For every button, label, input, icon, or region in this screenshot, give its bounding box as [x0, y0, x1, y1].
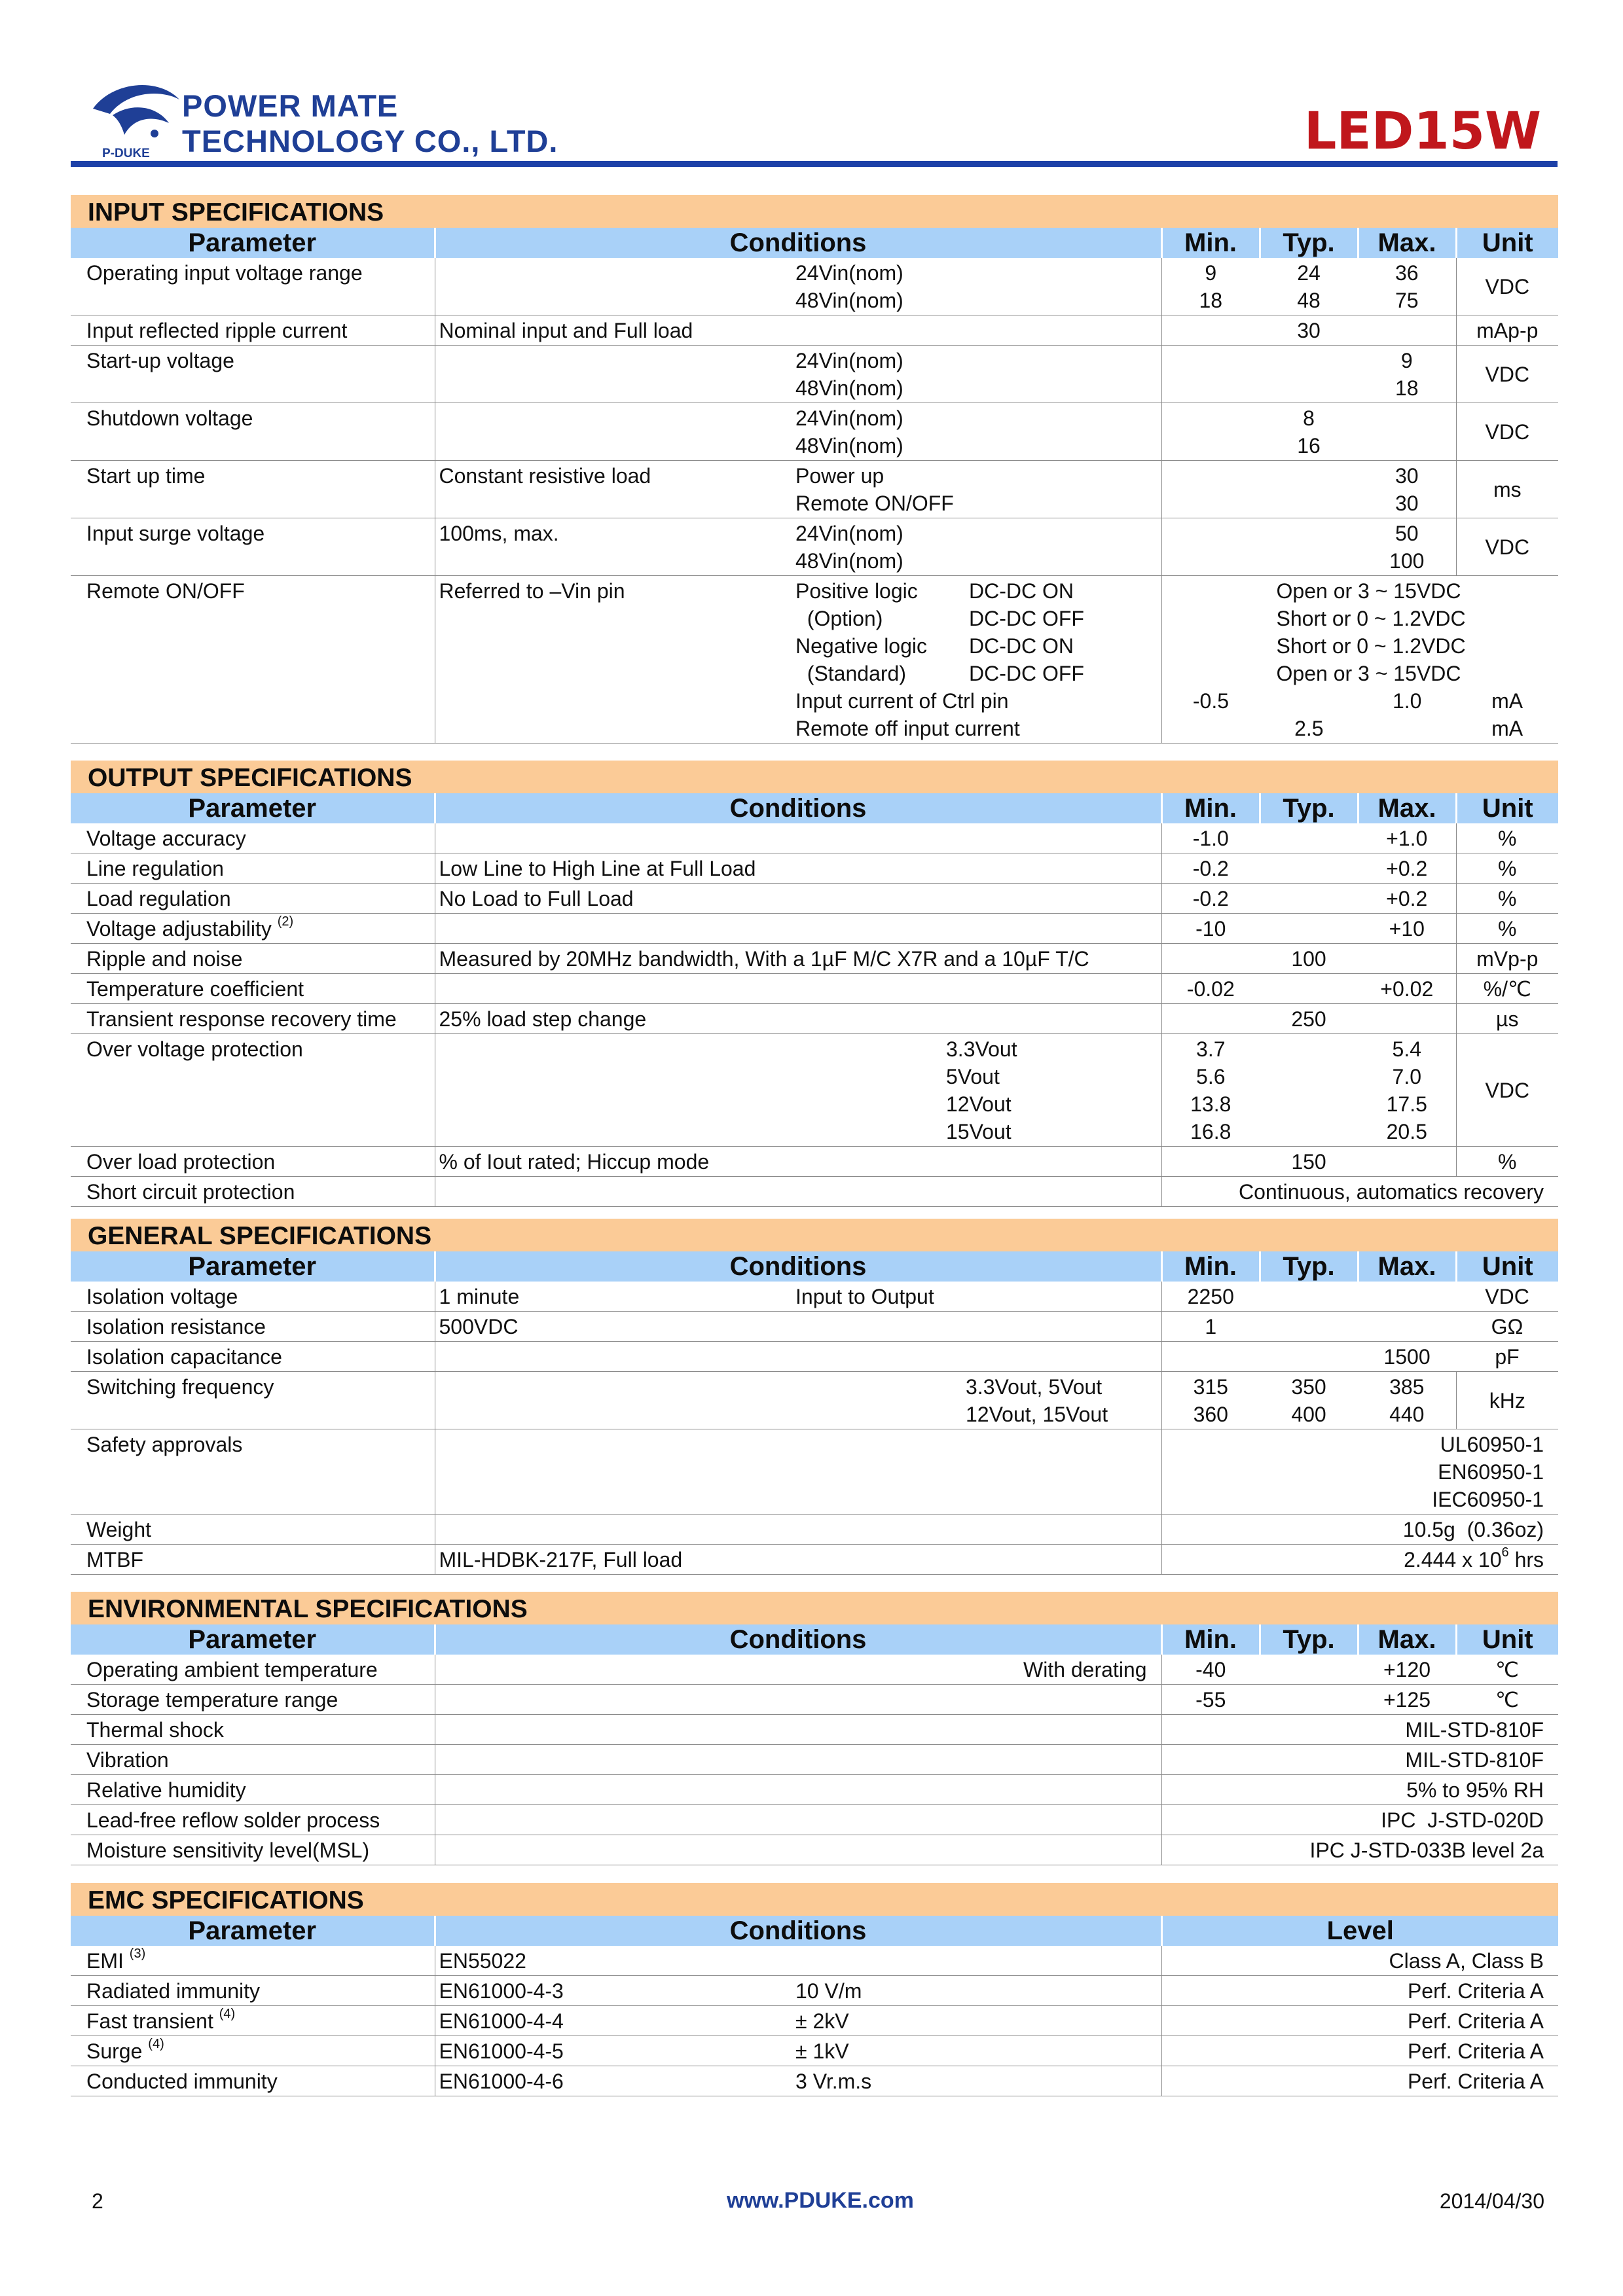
table-row: Lead-free reflow solder process IPC J-STD-020D — [71, 1805, 1558, 1835]
table-row: Shutdown voltage 24Vin(nom) 48Vin(nom) 8 16 VDC — [71, 403, 1558, 461]
param-cell: Temperature coefficient — [71, 974, 435, 1004]
table-row: Switching frequency 3.3Vout, 5Vout 12Vout, 15Vout 315 360 350 400 385 440 kHz — [71, 1372, 1558, 1429]
input-spec-table — [71, 228, 1558, 744]
page-number: 2 — [92, 2189, 103, 2213]
table-row: Isolation resistance 500VDC 1 GΩ — [71, 1312, 1558, 1342]
table-row: Over voltage protection 3.3Vout 5Vout 12Vout 15Vout 3.7 5.6 13.8 16.8 5.4 7.0 17.5 20.5 VDC — [71, 1034, 1558, 1147]
table-row: Ripple and noise Measured by 20MHz bandwidth, With a 1µF M/C X7R and a 10µF T/C 100 mVp-p — [71, 944, 1558, 974]
table-row: Relative humidity 5% to 95% RH — [71, 1775, 1558, 1805]
general-spec-table — [71, 1251, 1558, 1575]
output-spec-table — [71, 793, 1558, 1207]
table-row: Radiated immunity EN61000-4-3 10 V/m Perf. Criteria A — [71, 1976, 1558, 2006]
section-title: ENVIRONMENTAL SPECIFICATIONS — [71, 1592, 1558, 1624]
table-row: Isolation voltage 1 minute Input to Output 2250 VDC — [71, 1282, 1558, 1312]
table-header-row — [71, 228, 1558, 258]
section-title: GENERAL SPECIFICATIONS — [71, 1219, 1558, 1251]
company-logo-icon — [86, 77, 185, 149]
param-cell: Voltage adjustability $^{(2)}$ — [71, 914, 435, 944]
table-header-row: Parameter Conditions Min. Typ. Max. Unit — [71, 1624, 1558, 1655]
table-row: Safety approvals UL60950-1 EN60950-1 IEC60950-1 — [71, 1429, 1558, 1515]
environmental-spec-table — [71, 1624, 1558, 1865]
brand-tag: P-DUKE — [102, 147, 150, 160]
table-row: Transient response recovery time 25% load step change 250 µs — [71, 1004, 1558, 1034]
table-row: Moisture sensitivity level(MSL) IPC J-STD-033B level 2a — [71, 1835, 1558, 1865]
param-cell: Load regulation — [71, 884, 435, 914]
table-header-row: Parameter Conditions Level — [71, 1916, 1558, 1946]
table-row: Start up time Constant resistive load Power up Remote ON/OFF 30 30 ms — [71, 461, 1558, 518]
table-row: Over load protection % of Iout rated; Hiccup mode 150 % — [71, 1147, 1558, 1177]
table-row: Input surge voltage 100ms, max. 24Vin(nom) 48Vin(nom) 50 100 VDC — [71, 518, 1558, 576]
table-row: Conducted immunity EN61000-4-6 3 Vr.m.s Perf. Criteria A — [71, 2066, 1558, 2096]
table-row: Surge $^{(4)}$ EN61000-4-5 ± 1kV Perf. Criteria A — [71, 2036, 1558, 2066]
company-name-line1: POWER MATE — [182, 88, 399, 123]
table-row: Voltage accuracy -1.0 +1.0 % — [71, 823, 1558, 853]
col-conditions: Conditions — [435, 228, 1161, 258]
table-row: Operating ambient temperature With derating -40 +120 ℃ — [71, 1655, 1558, 1685]
table-row: EMI $^{(3)}$ EN55022 Class A, Class B — [71, 1946, 1558, 1976]
table-row: Remote ON/OFF Referred to –Vin pin Positive logic DC-DC ON (Option) DC-DC OFF Negative logic DC-DC ON (Standard) DC-DC OFF Input current of Ctrl pin Remote off input current Open or 3 ~ 15VDC Short or 0 ~ 1.2VDC Short or 0 ~ 1.2VDC Open or 3 ~ 15VDC -0.5 1.0 mA 2.5 mA — [71, 576, 1558, 744]
param-cell: Ripple and noise — [71, 944, 435, 974]
table-row: Fast transient $^{(4)}$ EN61000-4-4 ± 2kV Perf. Criteria A — [71, 2006, 1558, 2036]
table-row: Short circuit protection Continuous, automatics recovery — [71, 1177, 1558, 1207]
section-title: OUTPUT SPECIFICATIONS — [71, 761, 1558, 793]
param-cell: Voltage accuracy — [71, 823, 435, 853]
table-row: Isolation capacitance 1500 pF — [71, 1342, 1558, 1372]
input-specifications-section — [71, 195, 1558, 744]
table-row: Operating input voltage range 24Vin(nom) 48Vin(nom) 9 18 24 48 36 75 VDC — [71, 258, 1558, 315]
table-row: Voltage adjustability $^{(2)}$ -10 +10 % — [71, 914, 1558, 944]
output-specifications-section — [71, 761, 1558, 1207]
table-row: Temperature coefficient -0.02 +0.02 %/℃ — [71, 974, 1558, 1004]
table-header-row: Parameter Conditions Min. Typ. Max. Unit — [71, 1251, 1558, 1282]
table-row: Line regulation Low Line to High Line at Full Load -0.2 +0.2 % — [71, 853, 1558, 884]
table-row: Load regulation No Load to Full Load -0.2 +0.2 % — [71, 884, 1558, 914]
emc-spec-table — [71, 1916, 1558, 2096]
table-row: Weight 10.5g (0.36oz) — [71, 1515, 1558, 1545]
emc-specifications-section — [71, 1883, 1558, 2096]
company-name-line2: TECHNOLOGY CO., LTD. — [182, 124, 558, 158]
table-row: Input reflected ripple current Nominal input and Full load 30 mAp-p — [71, 315, 1558, 346]
general-specifications-section — [71, 1219, 1558, 1575]
section-title: EMC SPECIFICATIONS — [71, 1883, 1558, 1916]
param-cell: Line regulation — [71, 853, 435, 884]
col-max: Max. — [1358, 228, 1456, 258]
website-link[interactable]: www.PDUKE.com — [727, 2188, 914, 2213]
col-unit: Unit — [1456, 228, 1558, 258]
table-row: Storage temperature range -55 +125 ℃ — [71, 1685, 1558, 1715]
col-min: Min. — [1161, 228, 1260, 258]
param-cell: Operating input voltage range — [71, 258, 435, 315]
document-date: 2014/04/30 — [1439, 2189, 1544, 2213]
param-cell: Transient response recovery time — [71, 1004, 435, 1034]
section-title: INPUT SPECIFICATIONS — [71, 195, 1558, 228]
table-row: Thermal shock MIL-STD-810F — [71, 1715, 1558, 1745]
table-header-row: Parameter Conditions Min. Typ. Max. Unit — [71, 793, 1558, 823]
col-parameter: Parameter — [71, 228, 435, 258]
table-row: Start-up voltage 24Vin(nom) 48Vin(nom) 9 18 VDC — [71, 346, 1558, 403]
col-typ: Typ. — [1260, 228, 1358, 258]
table-row: Vibration MIL-STD-810F — [71, 1745, 1558, 1775]
environmental-specifications-section — [71, 1592, 1558, 1865]
table-row: MTBF MIL-HDBK-217F, Full load 2.444 x $10^6$ hrs — [71, 1545, 1558, 1575]
header-rule — [71, 161, 1558, 167]
model-title: LED15W — [1304, 102, 1541, 161]
